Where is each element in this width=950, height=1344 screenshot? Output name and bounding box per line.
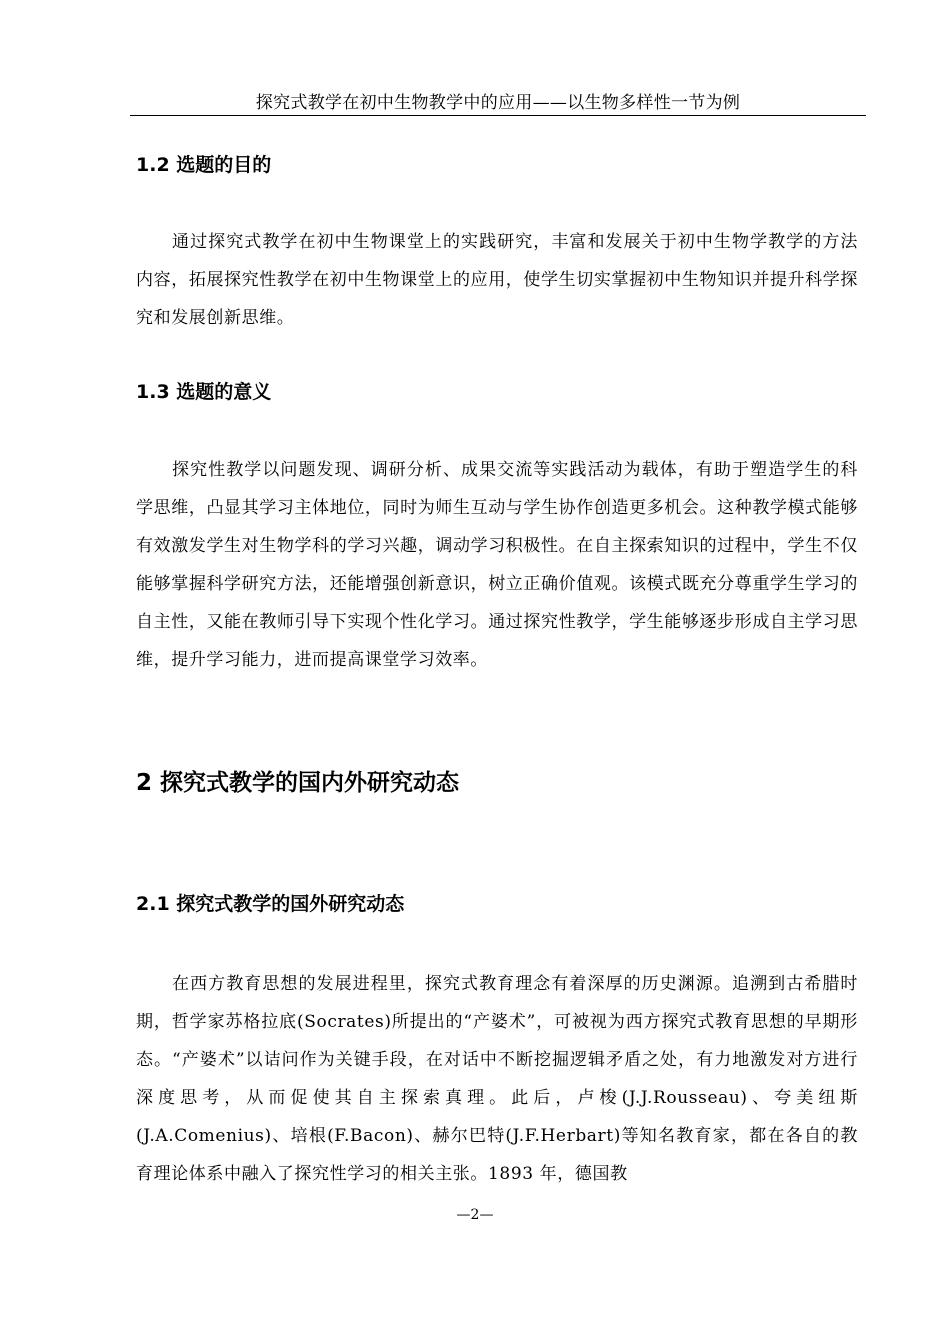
chapter-heading-2: 2 探究式教学的国内外研究动态 (136, 770, 460, 796)
header-rule (130, 115, 866, 116)
section-heading-2-1: 2.1 探究式教学的国外研究动态 (136, 893, 405, 915)
running-header: 探究式教学在初中生物教学中的应用——以生物多样性一节为例 (255, 93, 741, 113)
paragraph-1-3: 探究性教学以问题发现、调研分析、成果交流等实践活动为载体，有助于塑造学生的科学思维，凸显其学习主体地位，同时为师生互动与学生协作创造更多机会。这种教学模式能够有效激发学生对生物学科的学习兴趣，调动学习积极性。在自主探索知识的过程中，学生不仅能够掌握科学研究方法，还能增强创新意识，树立正确价值观。该模式既充分尊重学生学习的自主性，又能在教师引导下实现个性化学习。通过探究性教学，学生能够逐步形成自主学习思维，提升学习能力，进而提高课堂学习效率。 (136, 460, 858, 670)
page-number: —2— (456, 1207, 494, 1223)
section-heading-1-3: 1.3 选题的意义 (136, 381, 272, 403)
section-heading-1-2: 1.2 选题的目的 (136, 154, 272, 176)
paragraph-1-2: 通过探究式教学在初中生物课堂上的实践研究，丰富和发展关于初中生物学教学的方法内容，拓展探究性教学在初中生物课堂上的应用，使学生切实掌握初中生物知识并提升科学探究和发展创新思维。 (136, 232, 858, 328)
paragraph-2-1: 在西方教育思想的发展进程里，探究式教育理念有着深厚的历史渊源。追溯到古希腊时期，哲学家苏格拉底(Socrates)所提出的“产婆术”，可被视为西方探究式教育思想的早期形态。“产婆术”以诘问作为关键手段，在对话中不断挖掘逻辑矛盾之处，有力地激发对方进行深度思考，从而促使其自主探索真理。此后，卢梭(J.J.Rousseau)、夸美纽斯(J.A.Comenius)、培根(F.Bacon)、赫尔巴特(J.F.Herbart)等知名教育家，都在各自的教育理论体系中融入了探究性学习的相关主张。1893 年，德国教 (136, 974, 858, 1184)
